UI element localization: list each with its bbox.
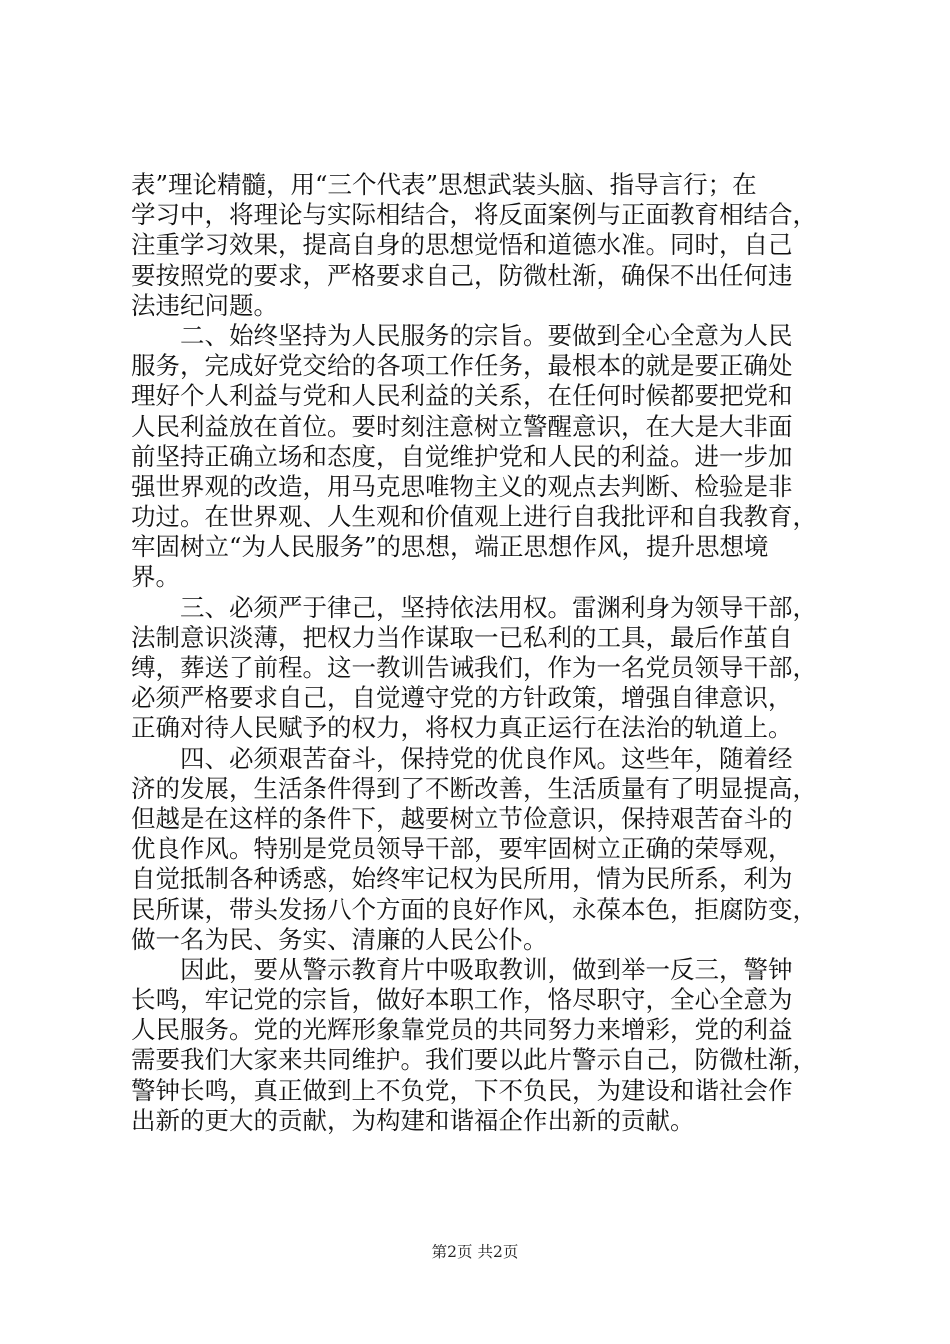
text-line: 法违纪问题。 [131, 290, 278, 320]
paragraph-start-line: 三、必须严于律己，坚持依法用权。雷渊利身为领导干部， [180, 592, 817, 622]
text-line: 法制意识淡薄，把权力当作谋取一已私利的工具，最后作茧自 [131, 622, 793, 652]
text-line: 服务，完成好党交给的各项工作任务，最根本的就是要正确处 [131, 351, 793, 381]
text-line: 警钟长鸣，真正做到上不负党，下不负民，为建设和谐社会作 [131, 1075, 793, 1105]
text-line: 强世界观的改造，用马克思唯物主义的观点去判断、检验是非 [131, 471, 793, 501]
text-line: 人民利益放在首位。要时刻注意树立警醒意识，在大是大非面 [131, 411, 793, 441]
text-line: 出新的更大的贡献，为构建和谐福企作出新的贡献。 [131, 1105, 695, 1135]
text-line: 人民服务。党的光辉形象靠党员的共同努力来增彩，党的利益 [131, 1015, 793, 1045]
paragraph-start-line: 因此，要从警示教育片中吸取教训，做到举一反三，警钟 [180, 954, 793, 984]
text-line: 济的发展，生活条件得到了不断改善，生活质量有了明显提高， [131, 773, 817, 803]
text-line: 优良作风。特别是党员领导干部，要牢固树立正确的荣辱观， [131, 834, 793, 864]
text-line: 民所谋，带头发扬八个方面的良好作风，永葆本色，拒腐防变， [131, 894, 817, 924]
text-line: 注重学习效果，提高自身的思想觉悟和道德水准。同时，自己 [131, 230, 793, 260]
text-line: 要按照党的要求，严格要求自己，防微杜渐，确保不出任何违 [131, 260, 793, 290]
text-line: 做一名为民、务实、清廉的人民公仆。 [131, 924, 548, 954]
text-line: 缚，葬送了前程。这一教训告诫我们，作为一名党员领导干部， [131, 653, 817, 682]
text-line: 牢固树立“为人民服务”的思想，端正思想作风，提升思想境 [131, 532, 769, 562]
document-body [131, 170, 831, 1136]
text-line: 理好个人利益与党和人民利益的关系，在任何时候都要把党和 [131, 381, 793, 411]
text-line: 表”理论精髓，用“三个代表”思想武装头脑、指导言行；在 [131, 170, 757, 199]
text-line: 学习中，将理论与实际相结合，将反面案例与正面教育相结合， [131, 200, 817, 230]
text-line: 自觉抵制各种诱惑，始终牢记权为民所用，情为民所系，利为 [131, 864, 793, 894]
text-line: 必须严格要求自己，自觉遵守党的方针政策，增强自律意识， [131, 683, 793, 713]
text-line: 正确对待人民赋予的权力，将权力真正运行在法治的轨道上。 [131, 713, 793, 743]
page-number-label: 第2页 共2页 [431, 1243, 519, 1261]
text-line: 前坚持正确立场和态度，自觉维护党和人民的利益。进一步加 [131, 441, 793, 471]
paragraph-start-line: 四、必须艰苦奋斗，保持党的优良作风。这些年，随着经 [180, 743, 793, 773]
text-line: 功过。在世界观、人生观和价值观上进行自我批评和自我教育， [131, 502, 817, 532]
text-line: 长鸣，牢记党的宗旨，做好本职工作，恪尽职守，全心全意为 [131, 985, 793, 1015]
text-line: 但越是在这样的条件下，越要树立节俭意识，保持艰苦奋斗的 [131, 803, 793, 833]
text-line: 需要我们大家来共同维护。我们要以此片警示自己，防微杜渐， [131, 1045, 817, 1075]
text-line: 界。 [131, 562, 180, 592]
paragraph-start-line: 二、始终坚持为人民服务的宗旨。要做到全心全意为人民 [180, 320, 793, 350]
page-footer [0, 1242, 950, 1262]
